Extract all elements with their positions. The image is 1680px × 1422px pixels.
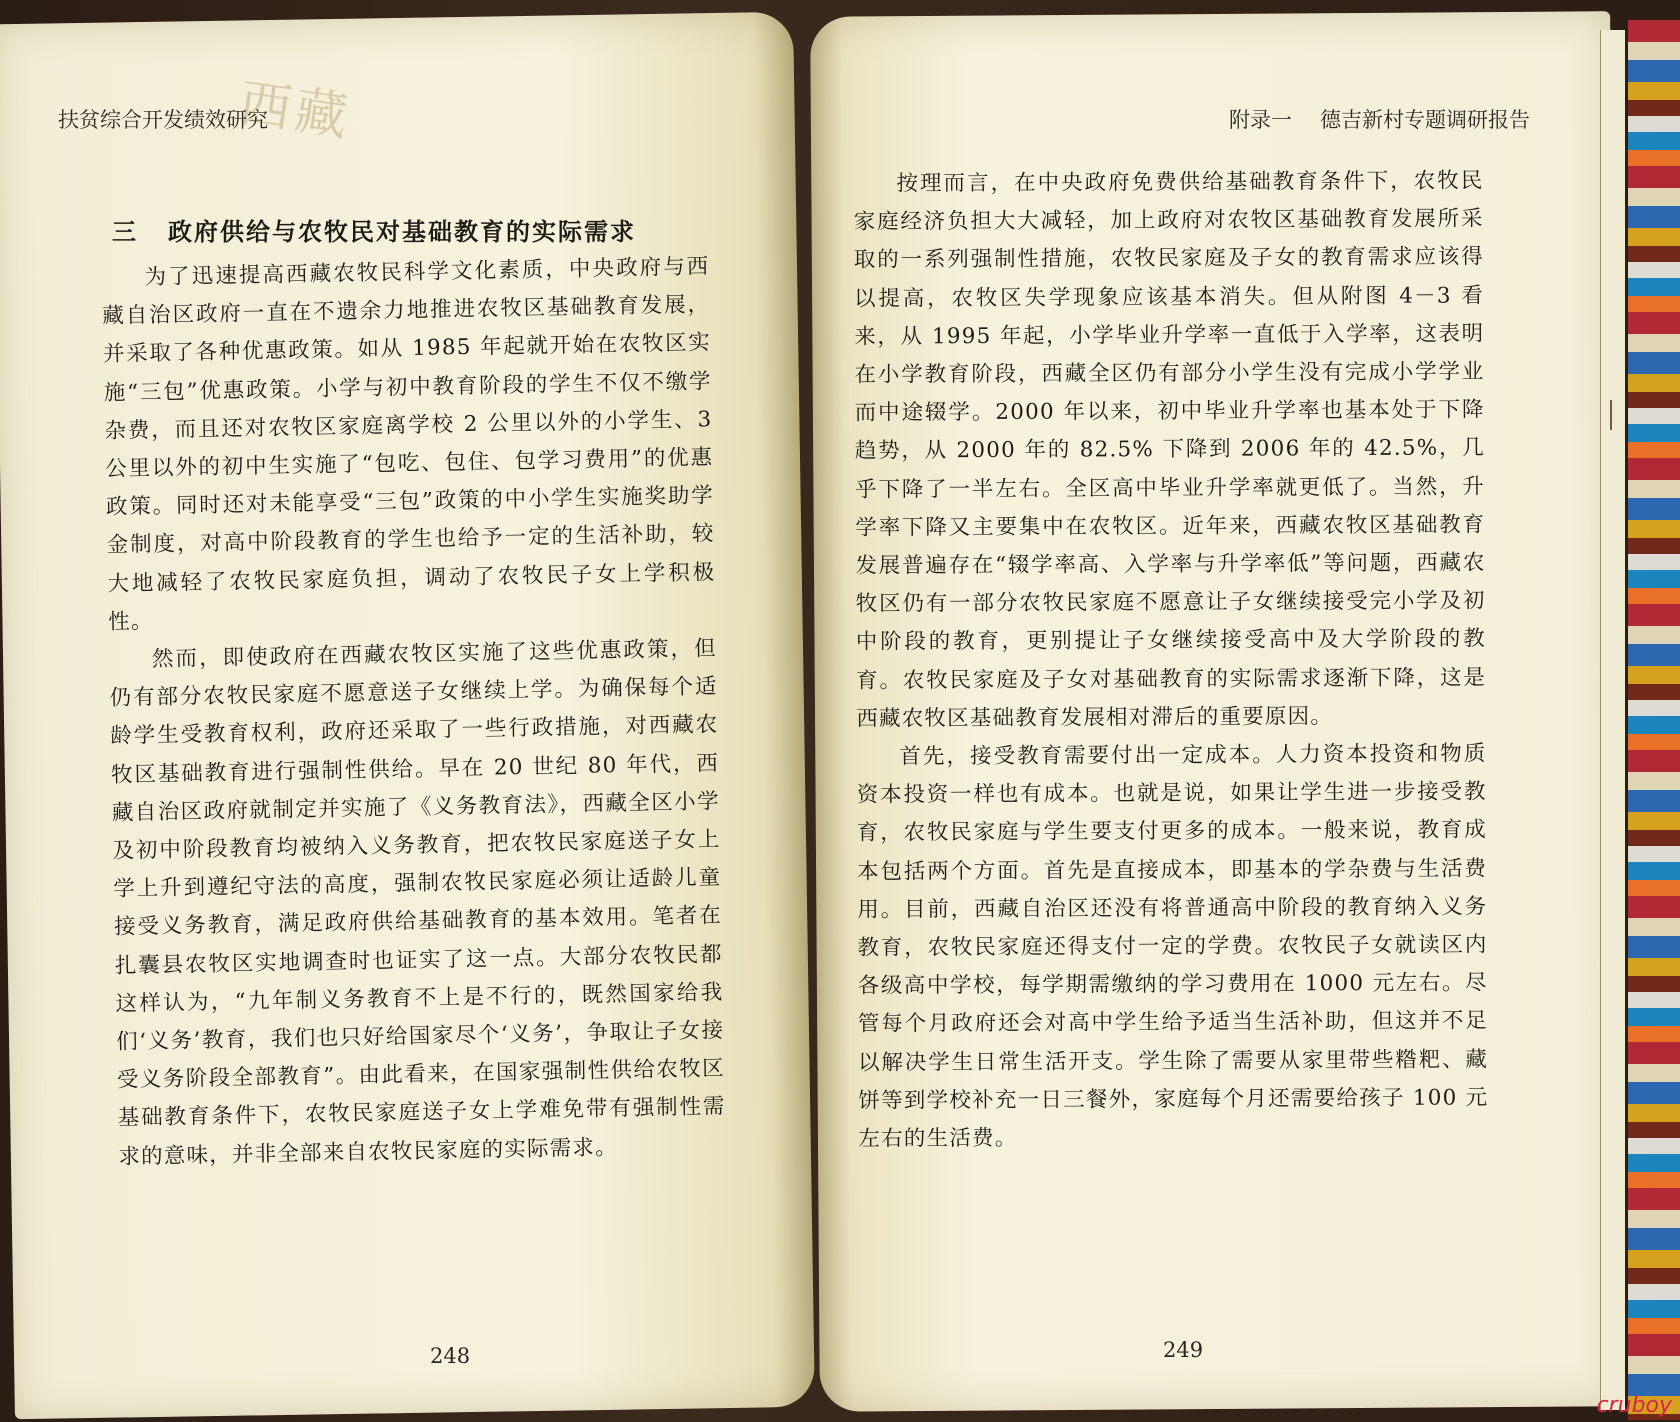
paragraph: 按理而言，在中央政府免费供给基础教育条件下，农牧民家庭经济负担大大减轻，加上政府对农牧区基础教育发展所采取的一系列强制性措施，农牧民家庭及子女的教育需求应该得以提高，农牧区失学现象应该基本消失。但从附图 4－3 看来，从 1995 年起，小学毕业升学率一直低于入学率，这表明在小学教育阶段，西藏全区仍有部分小学生没有完成小学学业而中途辍学。2000 年以来，初中毕业升学率也基本处于下降趋势，从 2000 年的 82.5% 下降到 2006 年的 42.5%，几乎下降了一半左右。全区高中毕业升学率就更低了。当然，升学率下降又主要集中在农牧区。近年来，西藏农牧区基础教育发展普遍存在“辍学率高、入学率与升学率低”等问题，西藏农牧区仍有一部分农牧民家庭不愿意让子女继续接受完小学及初中阶段的教育，更别提让子女继续接受高中及大学阶段的教育。农牧民家庭及子女对基础教育的实际需求逐渐下降，这是西藏农牧区基础教育发展相对滞后的重要原因。 xyxy=(853,168,1487,732)
left-body-text xyxy=(101,248,726,1176)
left-running-head: 扶贫综合开发绩效研究 xyxy=(58,108,268,132)
appendix-label: 附录一 xyxy=(1229,108,1292,132)
section-heading xyxy=(112,212,636,247)
paragraph: 为了迅速提高西藏农牧民科学文化素质，中央政府与西藏自治区政府一直在不遗余力地推进农牧区基础教育发展，并采取了各种优惠政策。如从 1985 年起就开始在农牧区实施“三包”优惠政策。小学与初中教育阶段的学生不仅不缴学杂费，而且还对农牧区家庭离学校 2 公里以外的小学生、3 公里以外的初中生实施了“包吃、包住、包学习费用”的优惠政策。同时还对未能享受“三包”政策的中小学生实施奖助学金制度，对高中阶段教育的学生也给予一定的生活补助，较大地减轻了农牧民家庭负担，调动了农牧民子女上学积极性。 xyxy=(102,254,716,635)
book-cover-edge xyxy=(1628,20,1680,1420)
report-title: 德吉新村专题调研报告 xyxy=(1320,108,1530,132)
page-edge-strip xyxy=(1600,30,1625,1410)
right-body-text xyxy=(853,162,1488,1159)
left-page-number: 248 xyxy=(430,1344,471,1368)
paragraph: 首先，接受教育需要付出一定成本。人力资本投资和物质资本投资一样也有成本。也就是说，如果让学生进一步接受教育，农牧民家庭与学生要支付更多的成本。一般来说，教育成本包括两个方面。首先是直接成本，即基本的学杂费与生活费用。目前，西藏自治区还没有将普通高中阶段的教育纳入义务教育，农牧民家庭还得支付一定的学费。农牧民子女就读区内各级高中学校，每学期需缴纳的学习费用在 1000 元左右。尽管每个月政府还会对高中学生给予适当生活补助，但这并不足以解决学生日常生活开支。学生除了需要从家里带些糌粑、藏饼等到学校补充一日三餐外，家庭每个月还需要给孩子 100 元左右的生活费。 xyxy=(856,741,1489,1152)
right-running-head xyxy=(1201,104,1530,134)
decorative-calligraphy: 西藏 xyxy=(235,73,355,149)
watermark: cruboy xyxy=(1596,1393,1672,1418)
edge-mark xyxy=(1610,400,1612,430)
right-page-number: 249 xyxy=(1163,1338,1204,1362)
section-title: 政府供给与农牧民对基础教育的实际需求 xyxy=(168,218,636,246)
section-number: 三 xyxy=(112,218,138,246)
paragraph: 然而，即使政府在西藏农牧区实施了这些优惠政策，但仍有部分农牧民家庭不愿意送子女继续上学。为确保每个适龄学生受教育权利，政府还采取了一些行政措施，对西藏农牧区基础教育进行强制性供给。早在 20 世纪 80 年代，西藏自治区政府就制定并实施了《义务教育法》，西藏全区小学及初中阶段教育均被纳入义务教育，把农牧民家庭送子女上学上升到遵纪守法的高度，强制农牧民家庭必须让适龄儿童接受义务教育，满足政府供给基础教育的基本效用。笔者在扎囊县农牧区实地调查时也证实了这一点。大部分农牧民都这样认为，“九年制义务教育不上是不行的，既然国家给我们‘义务’教育，我们也只好给国家尽个‘义务’，争取让子女接受义务阶段全部教育”。由此看来，在国家强制性供给农牧区基础教育条件下，农牧民家庭送子女上学难免带有强制性需求的意味，并非全部来自农牧民家庭的实际需求。 xyxy=(109,636,726,1170)
